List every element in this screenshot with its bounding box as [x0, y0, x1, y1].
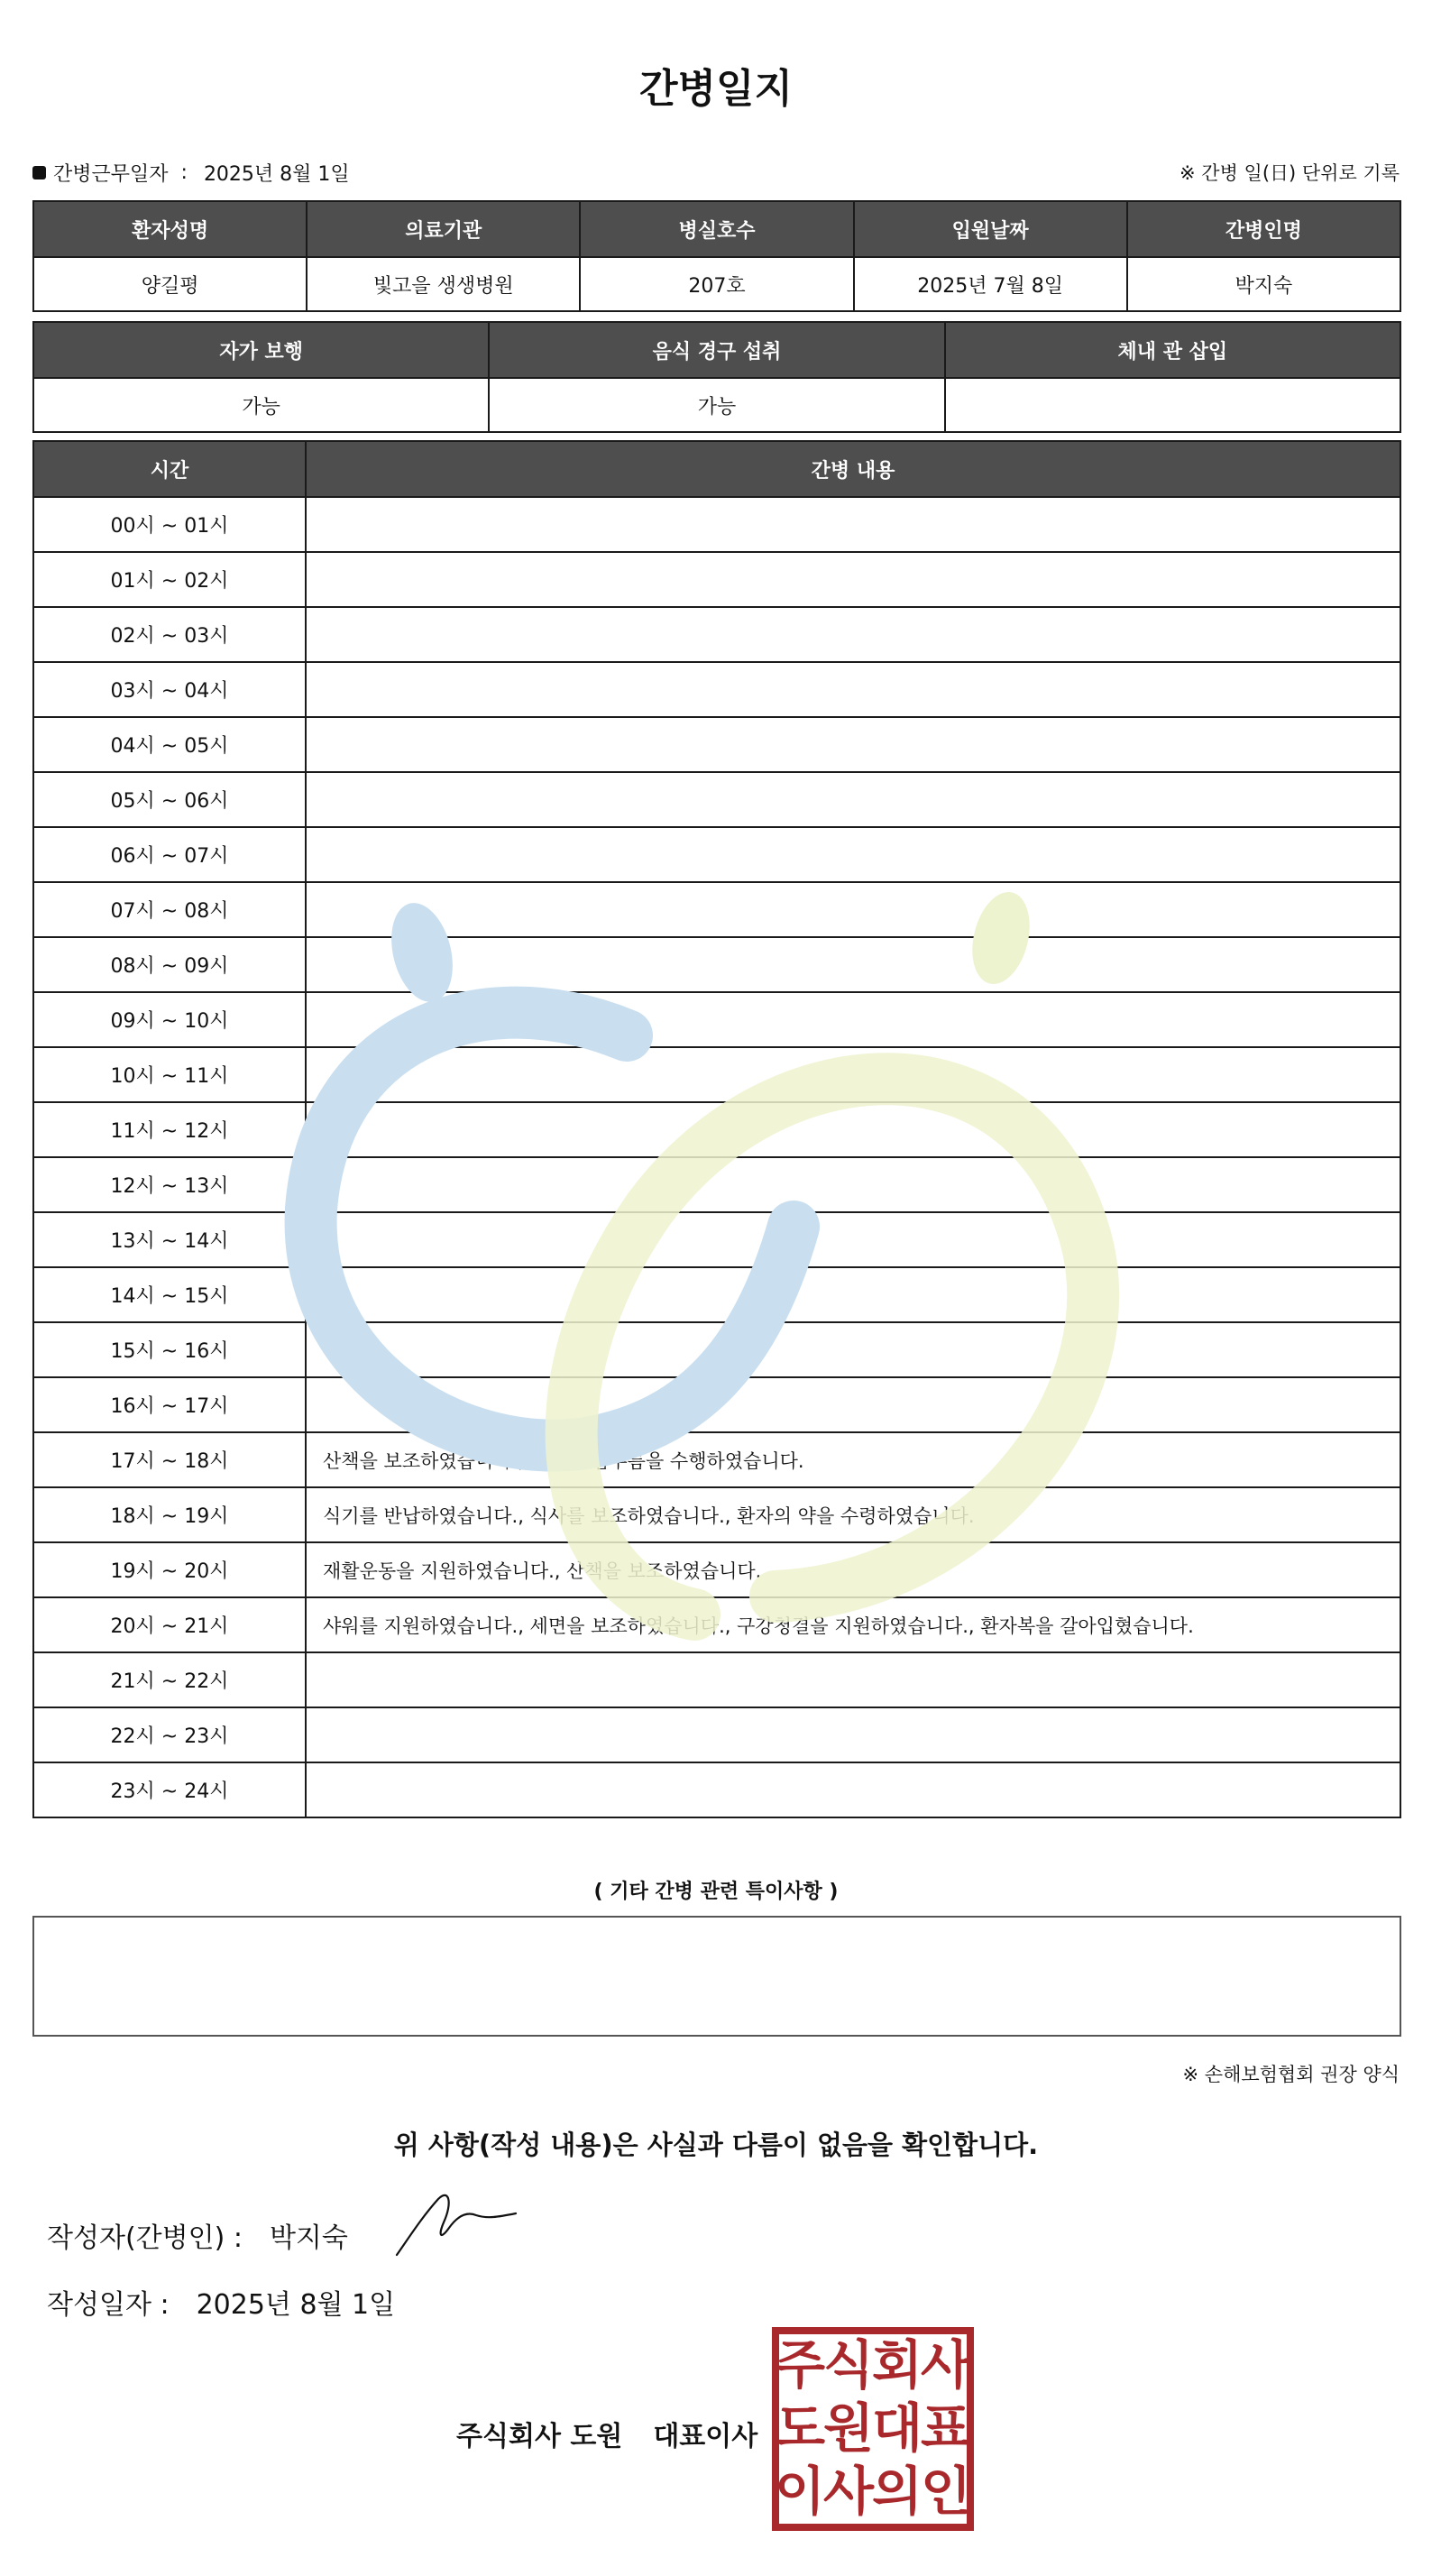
log-row	[33, 1432, 1400, 1487]
log-content-cell	[306, 1102, 1400, 1157]
work-date	[32, 159, 350, 187]
log-content-cell	[306, 1047, 1400, 1102]
work-date-value: 2025년 8월 1일	[203, 163, 350, 186]
log-time-cell: 06시 ~ 07시	[33, 827, 306, 882]
log-row	[33, 827, 1400, 882]
record-note: ※ 간병 일(日) 단위로 기록	[1180, 162, 1400, 184]
written-date-line	[47, 2282, 395, 2322]
header-caregiver-name: 간병인명	[1127, 201, 1400, 257]
log-time-cell: 01시 ~ 02시	[33, 552, 306, 607]
log-row	[33, 717, 1400, 772]
patient-status-value-row	[33, 378, 1400, 432]
log-content-cell	[306, 662, 1400, 717]
seal-character: 회	[871, 2334, 923, 2396]
log-row	[33, 1322, 1400, 1377]
written-date-label: 작성일자 :	[47, 2289, 170, 2321]
patient-info-header-row	[33, 201, 1400, 257]
log-row	[33, 882, 1400, 937]
log-row	[33, 552, 1400, 607]
log-content-cell	[306, 937, 1400, 992]
log-content-cell	[306, 1267, 1400, 1322]
log-content-cell	[306, 717, 1400, 772]
log-content-cell: 산책을 보조하였습니다., 환자의 심부름을 수행하였습니다.	[306, 1432, 1400, 1487]
log-row	[33, 992, 1400, 1047]
company-seal-stamp	[772, 2327, 974, 2531]
seal-character: 의	[871, 2461, 923, 2522]
company-line	[456, 2414, 757, 2453]
log-time-cell: 11시 ~ 12시	[33, 1102, 306, 1157]
oral-intake-value: 가능	[489, 378, 944, 432]
notes-title: ( 기타 간병 관련 특이사항 )	[593, 1881, 839, 1903]
log-row	[33, 1377, 1400, 1432]
header-care-content: 간병 내용	[306, 441, 1400, 497]
log-content-cell	[306, 607, 1400, 662]
form-source-note: ※ 손해보험협회 권장 양식	[1182, 2064, 1400, 2085]
log-time-cell: 05시 ~ 06시	[33, 772, 306, 827]
seal-character: 이	[774, 2461, 826, 2522]
log-row	[33, 1762, 1400, 1817]
header-tube-insertion: 체내 관 삽입	[945, 322, 1400, 378]
log-content-cell	[306, 1377, 1400, 1432]
seal-character: 주	[774, 2334, 826, 2396]
log-content-cell	[306, 827, 1400, 882]
log-content-cell	[306, 1157, 1400, 1212]
log-time-cell: 18시 ~ 19시	[33, 1487, 306, 1542]
seal-characters	[775, 2334, 972, 2522]
seal-character: 식	[822, 2334, 875, 2396]
log-time-cell: 02시 ~ 03시	[33, 607, 306, 662]
log-time-cell: 00시 ~ 01시	[33, 497, 306, 552]
log-time-cell: 12시 ~ 13시	[33, 1157, 306, 1212]
ceo-title: 대표이사	[653, 2421, 758, 2452]
patient-status-table	[32, 321, 1401, 433]
log-row	[33, 772, 1400, 827]
special-notes-box	[32, 1916, 1401, 2037]
log-content-cell	[306, 1212, 1400, 1267]
log-row	[33, 1267, 1400, 1322]
caregiver-name: 박지숙	[1127, 257, 1400, 311]
log-content-cell	[306, 1707, 1400, 1762]
log-time-cell: 20시 ~ 21시	[33, 1597, 306, 1652]
header-room: 병실호수	[580, 201, 853, 257]
log-row	[33, 1542, 1400, 1597]
hospital-name: 빛고을 생생병원	[307, 257, 580, 311]
work-date-colon: :	[180, 161, 188, 184]
log-row	[33, 1157, 1400, 1212]
log-content-cell	[306, 992, 1400, 1047]
seal-character: 원	[822, 2397, 875, 2459]
company-name: 주식회사 도원	[456, 2421, 623, 2452]
log-content-cell	[306, 552, 1400, 607]
seal-character: 도	[774, 2397, 826, 2459]
log-row	[33, 1707, 1400, 1762]
log-row	[33, 662, 1400, 717]
document-title: 간병일지	[638, 66, 793, 112]
handwritten-signature	[393, 2186, 519, 2259]
log-content-cell: 재활운동을 지원하였습니다., 산책을 보조하였습니다.	[306, 1542, 1400, 1597]
log-row	[33, 607, 1400, 662]
header-admission-date: 입원날짜	[854, 201, 1127, 257]
header-patient-name: 환자성명	[33, 201, 307, 257]
patient-info-value-row	[33, 257, 1400, 311]
log-row	[33, 1487, 1400, 1542]
log-content-cell	[306, 1322, 1400, 1377]
log-content-cell: 식기를 반납하였습니다., 식사를 보조하였습니다., 환자의 약을 수령하였습니다.	[306, 1487, 1400, 1542]
log-row	[33, 937, 1400, 992]
log-content-cell	[306, 1762, 1400, 1817]
log-content-cell	[306, 772, 1400, 827]
log-content-cell	[306, 497, 1400, 552]
work-date-label: 간병근무일자	[53, 163, 169, 186]
room-number: 207호	[580, 257, 853, 311]
seal-character: 사	[920, 2334, 972, 2396]
log-time-cell: 23시 ~ 24시	[33, 1762, 306, 1817]
square-bullet-icon	[32, 166, 46, 179]
header-time: 시간	[33, 441, 306, 497]
log-time-cell: 19시 ~ 20시	[33, 1542, 306, 1597]
writer-name: 박지숙	[269, 2222, 348, 2254]
log-time-cell: 04시 ~ 05시	[33, 717, 306, 772]
log-content-cell	[306, 1652, 1400, 1707]
patient-name: 양길평	[33, 257, 307, 311]
log-time-cell: 16시 ~ 17시	[33, 1377, 306, 1432]
self-walking-value: 가능	[33, 378, 489, 432]
log-time-cell: 09시 ~ 10시	[33, 992, 306, 1047]
tube-insertion-value	[945, 378, 1400, 432]
log-row	[33, 1102, 1400, 1157]
header-hospital: 의료기관	[307, 201, 580, 257]
log-time-cell: 13시 ~ 14시	[33, 1212, 306, 1267]
header-oral-intake: 음식 경구 섭취	[489, 322, 944, 378]
log-row	[33, 497, 1400, 552]
seal-character: 표	[920, 2397, 972, 2459]
writer-label: 작성자(간병인) :	[47, 2222, 243, 2254]
written-date-value: 2025년 8월 1일	[196, 2289, 396, 2321]
log-time-cell: 17시 ~ 18시	[33, 1432, 306, 1487]
hourly-care-log-table	[32, 440, 1401, 1818]
log-time-cell: 15시 ~ 16시	[33, 1322, 306, 1377]
log-time-cell: 08시 ~ 09시	[33, 937, 306, 992]
confirmation-statement: 위 사항(작성 내용)은 사실과 다름이 없음을 확인합니다.	[393, 2130, 1039, 2160]
log-time-cell: 07시 ~ 08시	[33, 882, 306, 937]
log-row	[33, 1652, 1400, 1707]
log-time-cell: 22시 ~ 23시	[33, 1707, 306, 1762]
patient-status-header-row	[33, 322, 1400, 378]
log-row	[33, 1597, 1400, 1652]
patient-info-table	[32, 200, 1401, 312]
log-time-cell: 10시 ~ 11시	[33, 1047, 306, 1102]
log-content-cell: 샤워를 지원하였습니다., 세면을 보조하였습니다., 구강청결을 지원하였습니다., 환자복을 갈아입혔습니다.	[306, 1597, 1400, 1652]
seal-character: 사	[822, 2461, 875, 2522]
log-row	[33, 1212, 1400, 1267]
writer-line	[47, 2215, 348, 2255]
log-time-cell: 03시 ~ 04시	[33, 662, 306, 717]
seal-character: 인	[920, 2461, 972, 2522]
log-content-cell	[306, 882, 1400, 937]
log-time-cell: 21시 ~ 22시	[33, 1652, 306, 1707]
seal-character: 대	[871, 2397, 923, 2459]
log-header-row	[33, 441, 1400, 497]
admission-date: 2025년 7월 8일	[854, 257, 1127, 311]
header-self-walking: 자가 보행	[33, 322, 489, 378]
log-body	[33, 497, 1400, 1817]
log-time-cell: 14시 ~ 15시	[33, 1267, 306, 1322]
log-row	[33, 1047, 1400, 1102]
